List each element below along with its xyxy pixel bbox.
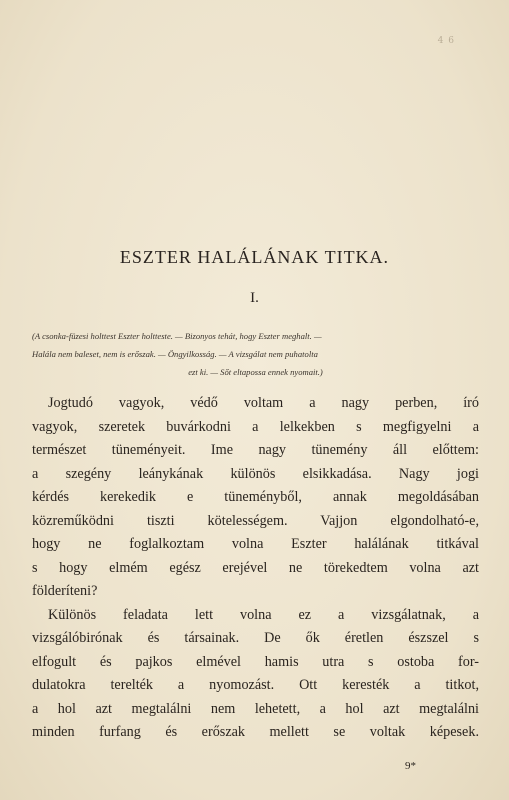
summary-line: Halála nem baleset, nem is erőszak. — Öngyilkosság. — A vizsgálat nem puhatolta xyxy=(32,349,318,359)
page-number: 9* xyxy=(405,760,416,772)
body-line: s hogy elmém egész erejével ne törekedtem volna azt xyxy=(32,559,479,576)
body-line: közreműködni tiszti kötelességem. Vajjon elgondolható-e, xyxy=(32,512,479,529)
body-line: vizsgálóbirónak és társainak. De ők éretlen észszel s xyxy=(32,630,479,646)
body-line: minden furfang és erőszak mellett se voltak képesek. xyxy=(32,724,479,740)
summary-line: (A csonka-füzesi holttest Eszter holtteste. — Bizonyos tehát, hogy Eszter meghalt. — xyxy=(32,331,322,341)
summary-line: ezt ki. — Sőt eltapossa ennek nyomait.) xyxy=(188,367,323,377)
body-line: kérdés kerekedik e tüneményből, annak megoldásában xyxy=(32,489,479,505)
body-line: a hol azt megtalálni nem lehetett, a hol azt megtalálni xyxy=(32,700,479,717)
corner-mark: 4 6 xyxy=(437,36,455,46)
body-line: Különös feladata lett volna ez a vizsgálatnak, a xyxy=(48,606,479,623)
body-line: természet tüneményeit. Ime nagy tünemény áll előttem: xyxy=(32,442,479,458)
chapter-title: ESZTER HALÁLÁNAK TITKA. xyxy=(119,247,390,267)
body-text xyxy=(32,392,479,745)
body-line: földeríteni? xyxy=(32,583,98,599)
body-line: Jogtudó vagyok, védő voltam a nagy perben, író xyxy=(48,395,479,411)
chapter-number: I. xyxy=(250,290,259,306)
body-line: hogy ne foglalkoztam volna Eszter halálának titkával xyxy=(32,536,479,552)
body-line: vagyok, szeretek buvárkodni a lelkekben s megfigyelni a xyxy=(32,418,479,435)
body-line: elfogult és pajkos elmével hamis utra s ostoba for- xyxy=(32,653,479,670)
body-line: a szegény leánykának különös elsikkadása. Nagy jogi xyxy=(32,465,479,482)
body-line: dulatokra terelték a nyomozást. Ott keresték a titkot, xyxy=(32,677,479,693)
chapter-summary xyxy=(32,327,479,381)
